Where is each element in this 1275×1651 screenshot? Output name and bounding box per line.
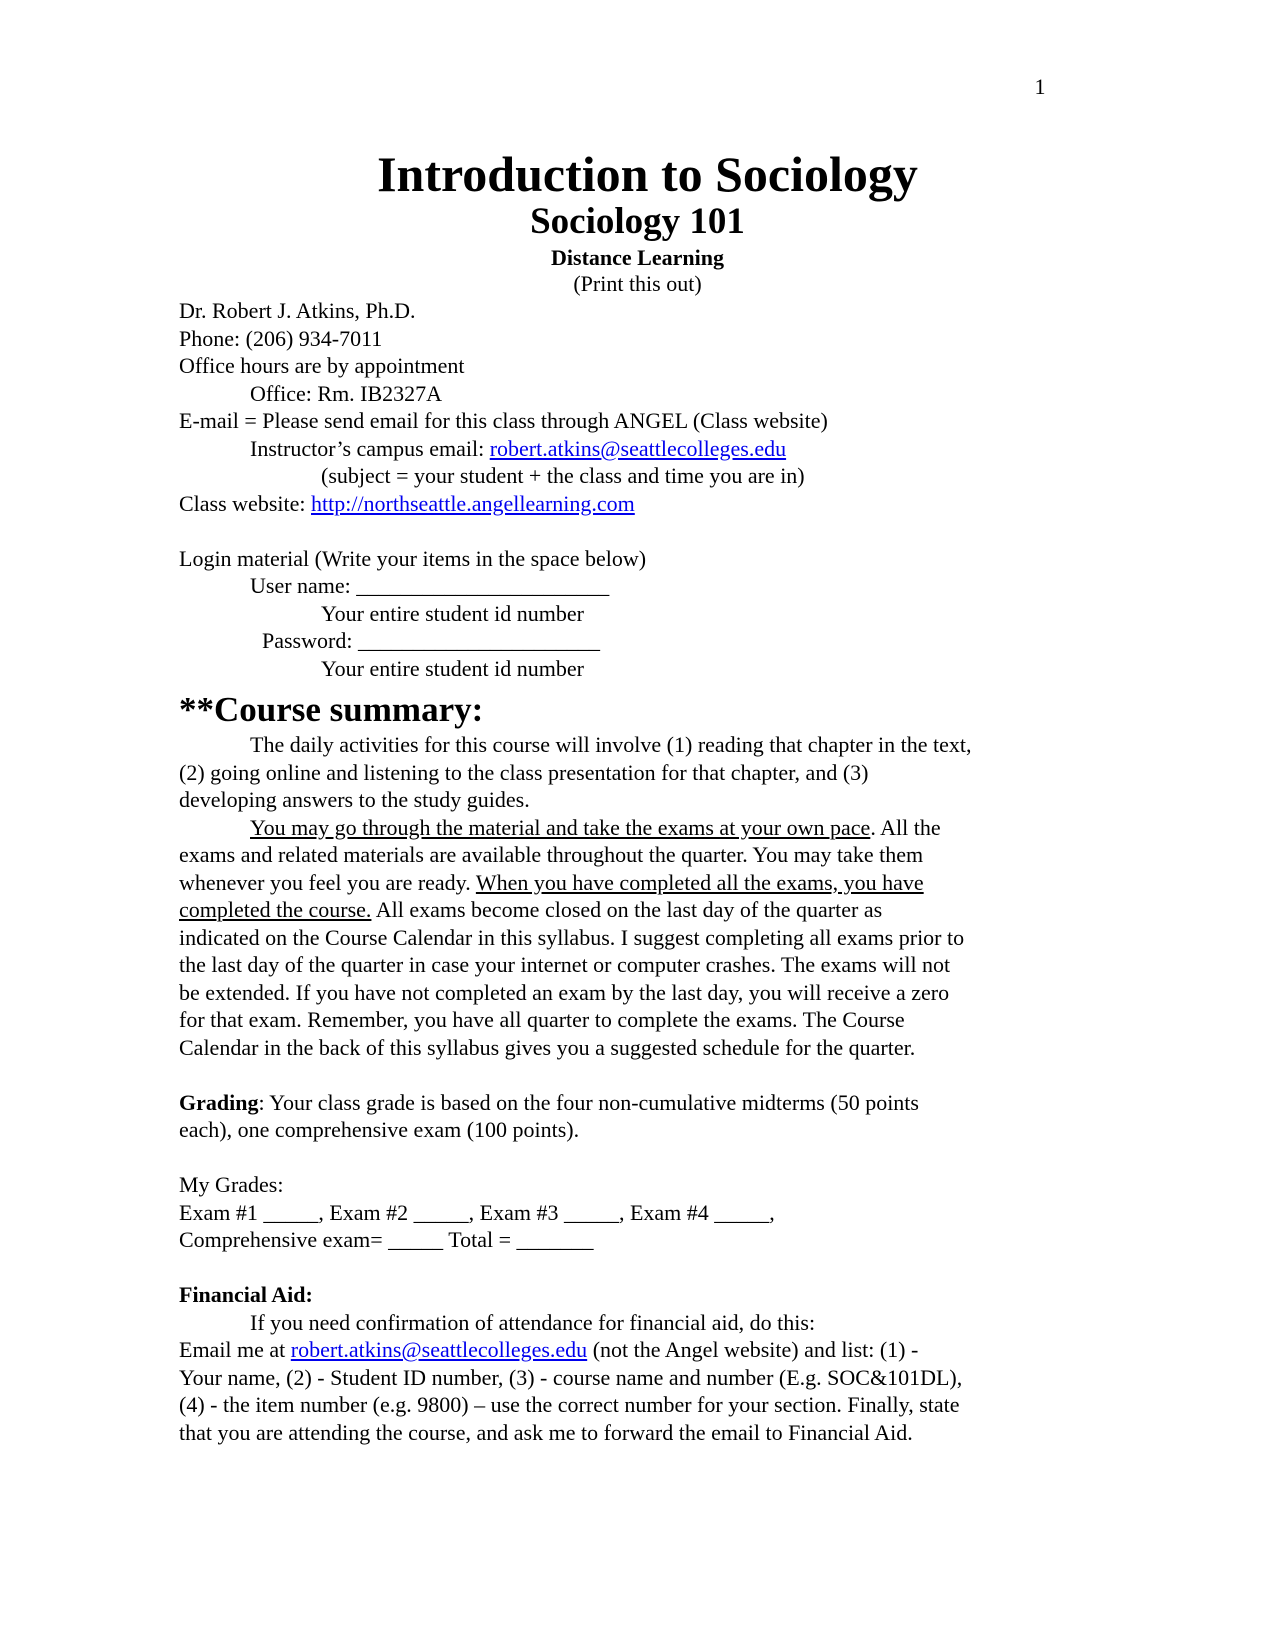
print-note: (Print this out) <box>573 271 702 296</box>
course-code-title: Sociology 101 <box>530 201 745 242</box>
paragraph-line: that you are attending the course, and ask me to forward the email to Financial Aid. <box>179 1419 913 1445</box>
class-website-line <box>179 490 1039 518</box>
paragraph-line: for that exam. Remember, you have all quarter to complete the exams. The Course <box>179 1007 905 1032</box>
instructor-name: Dr. Robert J. Atkins, Ph.D. <box>179 298 416 323</box>
username-hint: Your entire student id number <box>321 600 584 626</box>
paragraph-line: (4) - the item number (e.g. 9800) – use the correct number for your section. Finally, state <box>179 1392 960 1417</box>
total-grade-blanks: Comprehensive exam= _____ Total = _______ <box>179 1227 594 1252</box>
instructor-phone: Phone: (206) 934-7011 <box>179 325 383 351</box>
financial-aid-email-line <box>179 1336 1039 1364</box>
campus-email-line <box>179 435 1039 463</box>
page-number: 1 <box>1034 74 1046 99</box>
email-note: E-mail = Please send email for this class through ANGEL (Class website) <box>179 408 828 433</box>
paragraph-line: exams and related materials are available throughout the quarter. You may take them <box>179 842 924 867</box>
my-grades-label: My Grades: <box>179 1172 284 1197</box>
campus-email-link[interactable]: robert.atkins@seattlecolleges.edu <box>489 435 787 461</box>
campus-email-label: Instructor’s campus email: <box>250 435 490 461</box>
financial-aid-intro: If you need confirmation of attendance for financial aid, do this: <box>250 1309 816 1335</box>
class-website-link[interactable]: http://northseattle.angellearning.com <box>311 490 635 516</box>
financial-aid-heading: Financial Aid: <box>179 1282 313 1307</box>
grading-paragraph <box>179 1089 1039 1144</box>
paragraph-line: be extended. If you have not completed an exam by the last day, you will receive a zero <box>179 979 950 1005</box>
paragraph-line <box>179 896 1039 924</box>
paragraph-line: each), one comprehensive exam (100 points). <box>179 1117 580 1142</box>
course-summary-paragraph-1 <box>179 731 1039 814</box>
paragraph-text: Email me at <box>179 1337 291 1362</box>
paragraph-text: (not the Angel website) and list: (1) - <box>587 1337 919 1362</box>
paragraph-line: Your name, (2) - Student ID number, (3) - course name and number (E.g. SOC&101DL), <box>179 1364 963 1390</box>
grading-label: Grading <box>179 1089 259 1115</box>
paragraph-text: : Your class grade is based on the four non-cumulative midterms (50 points <box>258 1089 919 1115</box>
office-room: Office: Rm. IB2327A <box>250 380 443 406</box>
paragraph-line: (2) going online and listening to the class presentation for that chapter, and (3) <box>179 759 869 785</box>
paragraph-line: The daily activities for this course will involve (1) reading that chapter in the text, <box>250 732 972 757</box>
paragraph-line <box>179 814 1039 842</box>
course-summary-heading: **Course summary: <box>179 690 484 729</box>
paragraph-text: . All the <box>870 814 941 840</box>
paragraph-line <box>179 1089 1039 1117</box>
page-title: Introduction to Sociology <box>377 146 918 202</box>
course-format-tagline: Distance Learning <box>551 245 724 270</box>
completion-underlined: When you have completed all the exams, you have <box>475 869 924 895</box>
username-blank: User name: _______________________ <box>250 573 610 598</box>
course-summary-paragraph-2 <box>179 814 1039 1062</box>
password-blank: Password: ______________________ <box>262 628 600 653</box>
exam-grades-blanks: Exam #1 _____, Exam #2 _____, Exam #3 _____, Exam #4 _____, <box>179 1199 775 1225</box>
paragraph-line: the last day of the quarter in case your internet or computer crashes. The exams will not <box>179 952 951 977</box>
email-subject-note: (subject = your student + the class and time you are in) <box>321 463 805 488</box>
password-hint: Your entire student id number <box>321 655 584 681</box>
financial-aid-email-link[interactable]: robert.atkins@seattlecolleges.edu <box>290 1337 588 1362</box>
paragraph-line <box>179 869 1039 897</box>
paragraph-line: Calendar in the back of this syllabus gives you a suggested schedule for the quarter. <box>179 1034 916 1060</box>
document-body <box>179 297 1039 1446</box>
paragraph-line: indicated on the Course Calendar in this syllabus. I suggest completing all exams prior to <box>179 924 965 950</box>
paragraph-text: whenever you feel you are ready. <box>179 869 476 895</box>
office-hours: Office hours are by appointment <box>179 353 465 378</box>
class-website-label: Class website: <box>179 490 311 516</box>
own-pace-underlined: You may go through the material and take the exams at your own pace <box>250 814 871 840</box>
login-heading: Login material (Write your items in the space below) <box>179 545 647 571</box>
paragraph-text: All exams become closed on the last day of the quarter as <box>371 897 883 922</box>
paragraph-line: developing answers to the study guides. <box>179 787 530 812</box>
completion-underlined-end: completed the course. <box>179 897 372 922</box>
